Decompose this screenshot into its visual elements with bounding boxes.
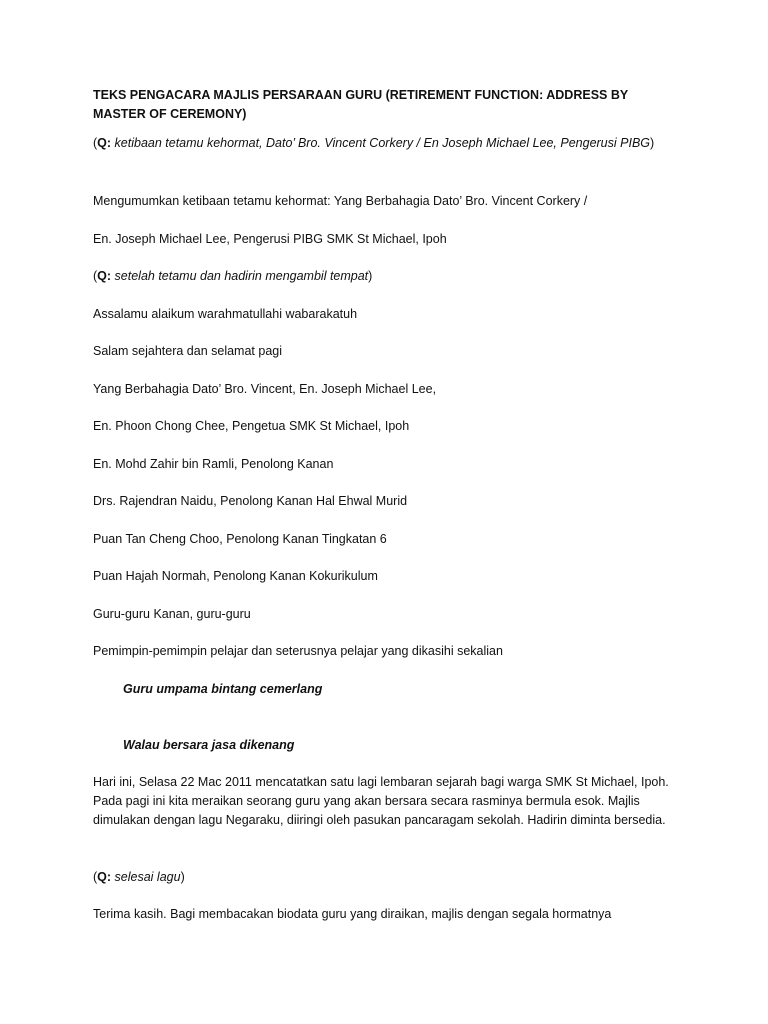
today-paragraph: Hari ini, Selasa 22 Mac 2011 mencatatkan satu lagi lembaran sejarah bagi warga SMK St Michael, Ipoh. Pada pagi ini kita meraikan seorang guru yang akan bersara secara rasminya bermula esok. Majlis dimulakan dengan lagu Negaraku, diiringi oleh pasukan pancaragam sekolah. Hadirin diminta bersedia. [93, 775, 669, 827]
cue-label: Q: [97, 870, 112, 884]
greeting-line: En. Mohd Zahir bin Ramli, Penolong Kanan [93, 457, 334, 471]
greeting-line: Yang Berbahagia Dato’ Bro. Vincent, En. Joseph Michael Lee, [93, 382, 437, 396]
announce-paragraph: Mengumumkan ketibaan tetamu kehormat: Yang Berbahagia Dato’ Bro. Vincent Corkery / [93, 194, 588, 208]
cue-label: Q: [97, 136, 112, 150]
greeting-line: Salam sejahtera dan selamat pagi [93, 344, 283, 358]
cue-song-end [93, 868, 680, 887]
greeting-line: Puan Tan Cheng Choo, Penolong Kanan Tingkatan 6 [93, 532, 387, 546]
cue-text: setelah tetamu dan hadirin mengambil tempat [111, 269, 369, 283]
cue-open-paren: ( [93, 269, 98, 283]
greeting-line: Drs. Rajendran Naidu, Penolong Kanan Hal Ehwal Murid [93, 494, 408, 508]
cue-close-paren: ) [650, 136, 655, 150]
greeting-line: Guru-guru Kanan, guru-guru [93, 607, 251, 621]
joseph-paragraph: En. Joseph Michael Lee, Pengerusi PIBG SMK St Michael, Ipoh [93, 232, 447, 246]
greeting-line: Assalamu alaikum warahmatullahi wabarakatuh [93, 307, 358, 321]
pantun-line: Walau bersara jasa dikenang [123, 738, 295, 752]
cue-open-paren: ( [93, 870, 98, 884]
cue-label: Q: [97, 269, 112, 283]
cue-open-paren: ( [93, 136, 98, 150]
cue-seated [93, 267, 680, 286]
greeting-line: Pemimpin-pemimpin pelajar dan seterusnya pelajar yang dikasihi sekalian [93, 644, 503, 658]
cue-text: selesai lagu [111, 870, 181, 884]
greeting-line: En. Phoon Chong Chee, Pengetua SMK St Michael, Ipoh [93, 419, 410, 433]
pantun-line: Guru umpama bintang cemerlang [123, 682, 323, 696]
cue-text: ketibaan tetamu kehormat, Dato’ Bro. Vincent Corkery / En Joseph Michael Lee, Pengerusi PIBG [111, 136, 651, 150]
thanks-paragraph: Terima kasih. Bagi membacakan biodata guru yang diraikan, majlis dengan segala hormatnya [93, 907, 612, 921]
document-title: TEKS PENGACARA MAJLIS PERSARAAN GURU (RETIREMENT FUNCTION: ADDRESS BY MASTER OF CEREMONY) [93, 88, 628, 121]
cue-close-paren: ) [368, 269, 373, 283]
cue-arrival [93, 134, 680, 153]
cue-close-paren: ) [180, 870, 185, 884]
greeting-line: Puan Hajah Normah, Penolong Kanan Kokurikulum [93, 569, 378, 583]
